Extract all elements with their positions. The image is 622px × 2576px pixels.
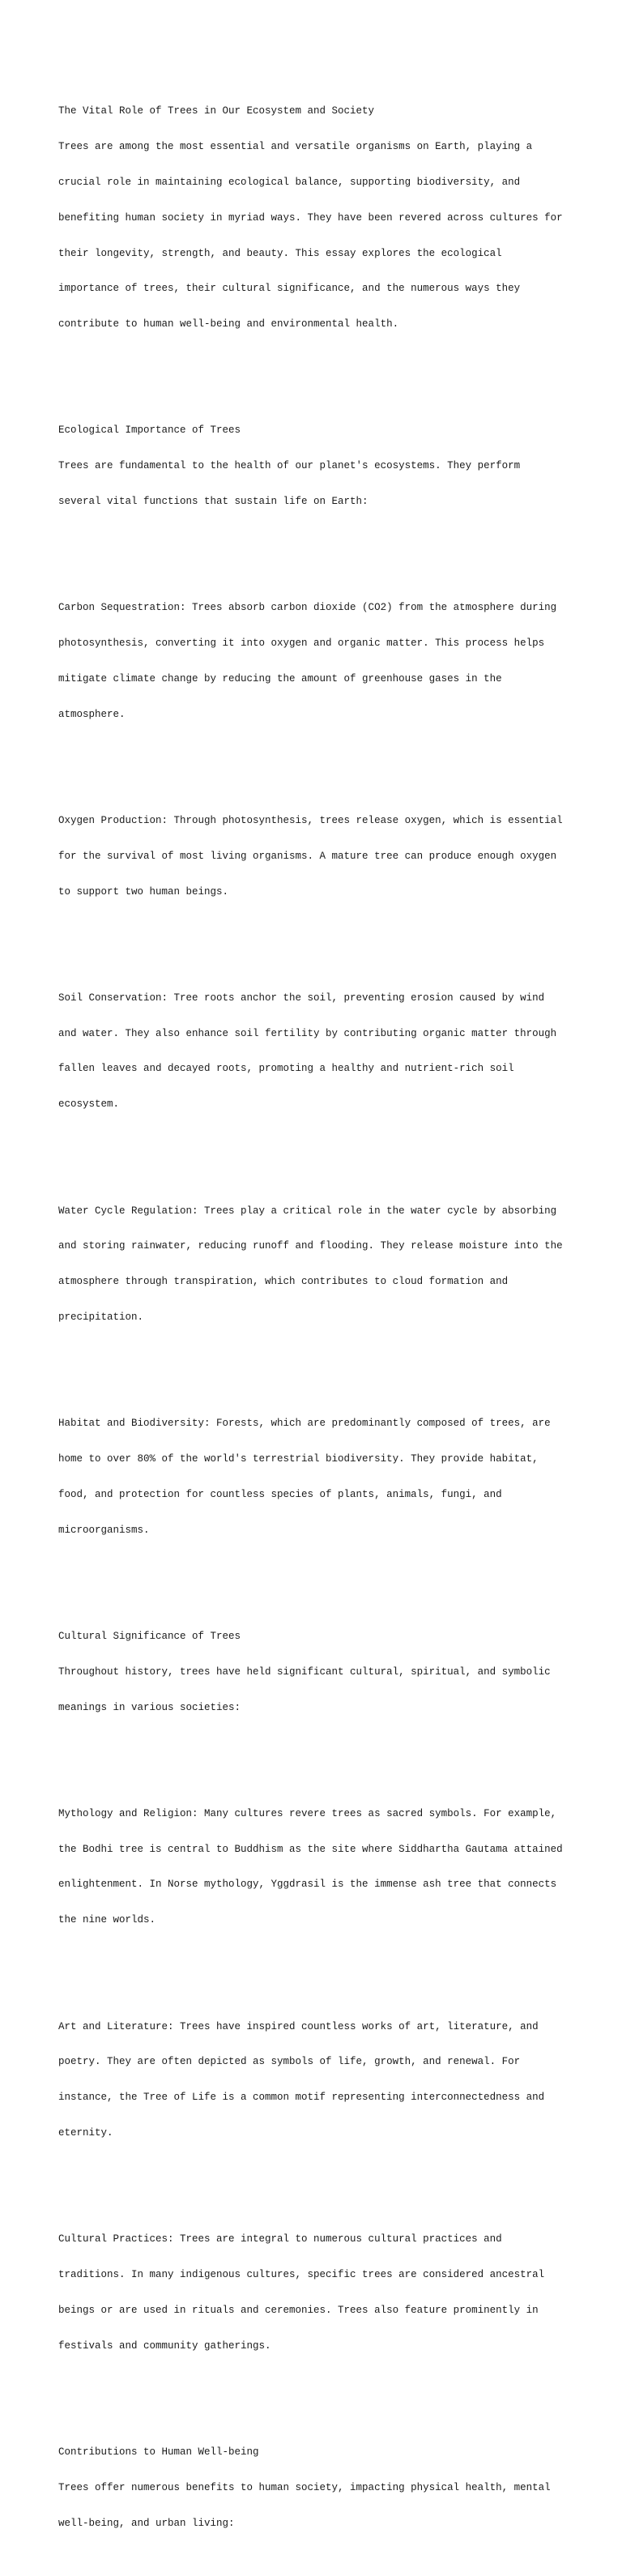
text-line: ecosystem. [58, 1098, 120, 1111]
text-line: and storing rainwater, reducing runoff and flooding. They release moisture into the [58, 1240, 563, 1252]
section-heading: Cultural Significance of Trees [58, 1630, 241, 1642]
section-heading: Ecological Importance of Trees [58, 424, 241, 437]
text-line: food, and protection for countless species of plants, animals, fungi, and [58, 1488, 502, 1500]
text-line: benefiting human society in myriad ways. They have been revered across cultures for [58, 211, 563, 224]
text-line: Art and Literature: Trees have inspired countless works of art, literature, and [58, 2020, 539, 2032]
paragraph-cultural-practices [58, 2210, 577, 2375]
text-line: poetry. They are often depicted as symbols of life, growth, and renewal. For [58, 2056, 521, 2068]
text-line: fallen leaves and decayed roots, promoting a healthy and nutrient-rich soil [58, 1063, 514, 1075]
text-line: Trees offer numerous benefits to human society, impacting physical health, mental [58, 2481, 551, 2493]
text-line: several vital functions that sustain life on Earth: [58, 495, 369, 507]
text-line: to support two human beings. [58, 885, 229, 898]
text-line: mitigate climate change by reducing the amount of greenhouse gases in the [58, 672, 502, 685]
text-line: the nine worlds. [58, 1914, 156, 1926]
text-line: well-being, and urban living: [58, 2517, 235, 2529]
text-line: instance, the Tree of Life is a common motif representing interconnectedness and [58, 2092, 545, 2104]
text-line: Throughout history, trees have held significant cultural, spiritual, and symbolic [58, 1665, 551, 1678]
text-line: Carbon Sequestration: Trees absorb carbon dioxide (CO2) from the atmosphere during [58, 602, 557, 614]
paragraph-water-cycle [58, 1181, 577, 1346]
section-human-wellbeing [58, 2423, 577, 2553]
text-line: Soil Conservation: Tree roots anchor the soil, preventing erosion caused by wind [58, 992, 545, 1004]
text-line: festivals and community gatherings. [58, 2339, 271, 2352]
text-line: Mythology and Religion: Many cultures revere trees as sacred symbols. For example, [58, 1807, 557, 1819]
text-line: traditions. In many indigenous cultures, specific trees are considered ancestral [58, 2269, 545, 2281]
paragraph-mythology-religion [58, 1785, 577, 1950]
text-line: Trees are among the most essential and versatile organisms on Earth, playing a [58, 141, 533, 153]
text-line: Habitat and Biodiversity: Forests, which are predominantly composed of trees, are [58, 1418, 551, 1430]
paragraph-soil-conservation [58, 969, 577, 1134]
text-line: home to over 80% of the world's terrestrial biodiversity. They provide habitat, [58, 1453, 539, 1465]
text-line: Oxygen Production: Through photosynthesis, trees release oxygen, which is essential [58, 815, 563, 826]
text-line: contribute to human well-being and environmental health. [58, 318, 399, 331]
text-line: meanings in various societies: [58, 1701, 241, 1713]
paragraph-habitat-biodiversity [58, 1394, 577, 1559]
section-cultural [58, 1607, 577, 1738]
paragraph-carbon-sequestration [58, 578, 577, 744]
text-line: microorganisms. [58, 1524, 150, 1536]
text-line: enlightenment. In Norse mythology, Yggdrasil is the immense ash tree that connects [58, 1879, 557, 1891]
text-line: atmosphere. [58, 708, 126, 720]
text-line: Water Cycle Regulation: Trees play a critical role in the water cycle by absorbing [58, 1205, 557, 1217]
text-line: photosynthesis, converting it into oxygen and organic matter. This process helps [58, 638, 545, 650]
intro-paragraph [58, 82, 577, 354]
section-heading: Contributions to Human Well-being [58, 2446, 259, 2458]
text-line: their longevity, strength, and beauty. This essay explores the ecological [58, 247, 502, 259]
text-line: precipitation. [58, 1311, 144, 1323]
document-page [58, 58, 577, 2576]
text-line: for the survival of most living organisms. A mature tree can produce enough oxygen [58, 850, 557, 862]
text-line: eternity. [58, 2126, 113, 2139]
section-ecological [58, 401, 577, 531]
essay-title: The Vital Role of Trees in Our Ecosystem and Society [58, 105, 375, 117]
paragraph-oxygen-production [58, 791, 577, 922]
text-line: and water. They also enhance soil fertility by contributing organic matter through [58, 1027, 557, 1039]
text-line: the Bodhi tree is central to Buddhism as the site where Siddhartha Gautama attained [58, 1843, 563, 1855]
text-line: atmosphere through transpiration, which contributes to cloud formation and [58, 1276, 509, 1288]
text-line: Trees are fundamental to the health of our planet's ecosystems. They perform [58, 460, 521, 472]
paragraph-art-literature [58, 1997, 577, 2162]
text-line: importance of trees, their cultural significance, and the numerous ways they [58, 283, 521, 295]
text-line: Cultural Practices: Trees are integral to numerous cultural practices and [58, 2233, 502, 2245]
text-line: beings or are used in rituals and ceremonies. Trees also feature prominently in [58, 2304, 539, 2316]
text-line: crucial role in maintaining ecological balance, supporting biodiversity, and [58, 176, 521, 188]
